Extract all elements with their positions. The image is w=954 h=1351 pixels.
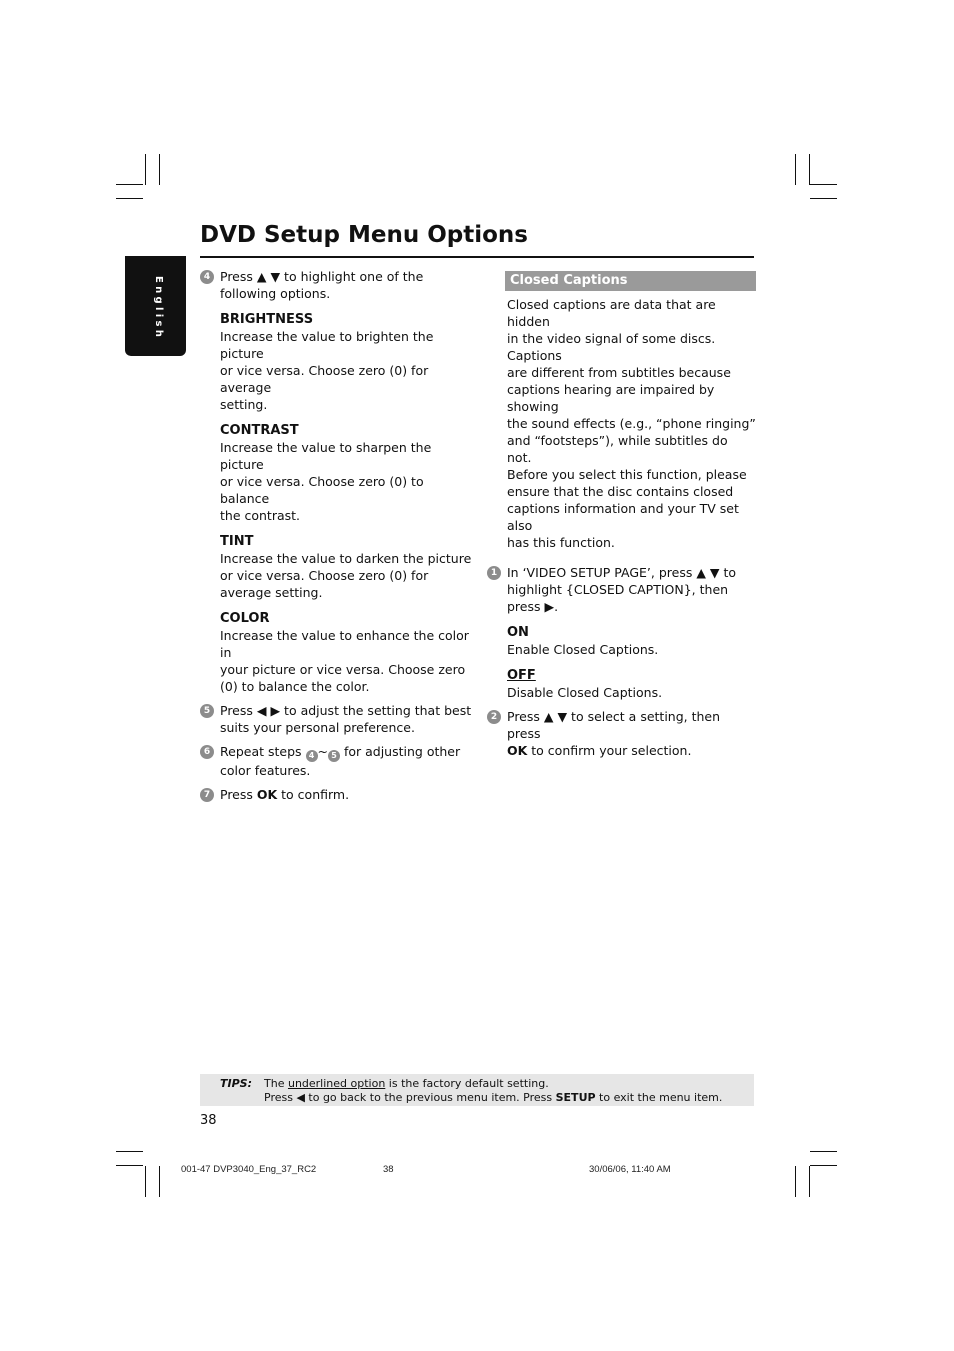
step-2 xyxy=(487,708,756,759)
option-text: Increase the value to sharpen the picture xyxy=(220,440,432,472)
tips-label: TIPS: xyxy=(220,1077,252,1090)
ok-key-label: OK xyxy=(507,743,528,758)
intro-line: the sound effects (e.g., “phone ringing” xyxy=(507,416,756,431)
option-label: CONTRAST xyxy=(220,423,299,438)
option-text: (0) to balance the color. xyxy=(220,679,370,694)
intro-line: Closed captions are data that are hidden xyxy=(507,297,716,329)
option-label: ON xyxy=(507,625,529,640)
intro-line: in the video signal of some discs. Captions xyxy=(507,331,716,363)
crop-mark xyxy=(810,1165,837,1166)
option-text: Disable Closed Captions. xyxy=(507,685,663,700)
step-text: Press ▲ ▼ to select a setting, then press xyxy=(507,709,721,741)
option-text: Enable Closed Captions. xyxy=(507,642,659,657)
step-6 xyxy=(200,743,476,779)
option-label: COLOR xyxy=(220,611,270,626)
step-text-part: for adjusting other xyxy=(339,744,461,759)
option-text: setting. xyxy=(220,397,268,412)
tips-underlined-text: underlined option xyxy=(287,1077,386,1090)
intro-line: has this function. xyxy=(507,535,615,550)
crop-mark xyxy=(809,1166,810,1197)
intro-line: captions information and your TV set also xyxy=(507,501,739,533)
option-text: or vice versa. Choose zero (0) to balance xyxy=(220,474,424,506)
page-number: 38 xyxy=(200,1113,217,1128)
option-label-default: OFF xyxy=(507,668,536,683)
crop-mark xyxy=(145,154,146,185)
step-text: In ‘VIDEO SETUP PAGE’, press ▲ ▼ to xyxy=(507,565,737,580)
step-number-badge: 6 xyxy=(200,745,214,759)
step-text-part: to confirm. xyxy=(277,787,350,802)
option-contrast xyxy=(200,422,476,524)
tips-text: is the factory default setting. xyxy=(385,1077,549,1090)
step-text-part: to confirm your selection. xyxy=(527,743,692,758)
tips-box xyxy=(200,1074,754,1106)
step-text-part: ~ xyxy=(317,744,328,759)
step-text: Press ▲ ▼ to highlight one of the xyxy=(220,269,424,284)
step-number-badge: 1 xyxy=(487,566,501,580)
option-tint xyxy=(200,533,476,601)
footer-page: 38 xyxy=(383,1164,394,1175)
crop-mark xyxy=(795,154,796,185)
option-text: Increase the value to enhance the color in xyxy=(220,628,469,660)
step-number-badge: 5 xyxy=(200,704,214,718)
language-tab-label: English xyxy=(153,276,164,341)
option-brightness xyxy=(200,311,476,413)
crop-mark xyxy=(795,1166,796,1197)
crop-mark xyxy=(116,184,143,185)
section-heading: Closed Captions xyxy=(505,271,756,291)
step-ref-badge: 5 xyxy=(328,750,340,762)
option-color xyxy=(200,610,476,695)
step-text: highlight {CLOSED CAPTION}, then xyxy=(507,582,729,597)
intro-line: are different from subtitles because xyxy=(507,365,731,380)
step-text: color features. xyxy=(220,763,311,778)
tips-text: Press ◀ to go back to the previous menu item. Press xyxy=(264,1091,556,1104)
step-text xyxy=(507,742,756,759)
option-text: the contrast. xyxy=(220,508,301,523)
option-text: or vice versa. Choose zero (0) for average xyxy=(220,363,429,395)
option-text: your picture or vice versa. Choose zero xyxy=(220,662,466,677)
step-text: Press ◀ ▶ to adjust the setting that best xyxy=(220,703,472,718)
step-text: suits your personal preference. xyxy=(220,720,415,735)
intro-paragraph xyxy=(487,296,756,551)
step-text xyxy=(220,786,476,803)
step-text-part: Press xyxy=(220,787,257,802)
crop-mark xyxy=(116,198,143,199)
left-column xyxy=(200,268,476,803)
intro-line: and “footsteps”), while subtitles do not. xyxy=(507,433,728,465)
step-5 xyxy=(200,702,476,736)
crop-mark xyxy=(810,198,837,199)
option-text: or vice versa. Choose zero (0) for xyxy=(220,568,429,583)
option-off xyxy=(487,667,756,701)
language-tab xyxy=(125,256,186,356)
step-text-part: Repeat steps xyxy=(220,744,306,759)
option-text: Increase the value to darken the picture xyxy=(220,551,472,566)
footer-file: 001-47 DVP3040_Eng_37_RC2 xyxy=(181,1164,317,1175)
step-text: press ▶. xyxy=(507,599,559,614)
intro-line: captions hearing are impaired by showing xyxy=(507,382,715,414)
setup-key-label: SETUP xyxy=(555,1091,596,1104)
option-text: Increase the value to brighten the picture xyxy=(220,329,434,361)
option-label: BRIGHTNESS xyxy=(220,312,314,327)
intro-line: Before you select this function, please xyxy=(507,467,747,482)
option-on xyxy=(487,624,756,658)
right-column xyxy=(487,271,756,759)
crop-mark xyxy=(810,184,837,185)
crop-mark xyxy=(809,154,810,185)
step-number-badge: 7 xyxy=(200,788,214,802)
intro-line: ensure that the disc contains closed xyxy=(507,484,734,499)
crop-mark xyxy=(116,1151,143,1152)
step-ref-badge: 4 xyxy=(306,750,318,762)
page-title: DVD Setup Menu Options xyxy=(200,222,528,248)
tips-line xyxy=(264,1077,549,1091)
step-text xyxy=(220,743,476,762)
tips-text: The xyxy=(264,1077,288,1090)
step-number-badge: 2 xyxy=(487,710,501,724)
step-7 xyxy=(200,786,476,803)
footer-date: 30/06/06, 11:40 AM xyxy=(589,1164,671,1175)
crop-mark xyxy=(810,1151,837,1152)
step-text: following options. xyxy=(220,286,331,301)
option-label: TINT xyxy=(220,534,254,549)
step-number-badge: 4 xyxy=(200,270,214,284)
tips-line xyxy=(264,1091,722,1105)
step-4 xyxy=(200,268,476,302)
step-1 xyxy=(487,564,756,615)
crop-mark xyxy=(145,1166,146,1197)
title-divider xyxy=(200,256,754,258)
crop-mark xyxy=(159,1166,160,1197)
tips-text: to exit the menu item. xyxy=(595,1091,723,1104)
crop-mark xyxy=(159,154,160,185)
crop-mark xyxy=(116,1165,143,1166)
ok-key-label: OK xyxy=(256,787,278,802)
option-text: average setting. xyxy=(220,585,323,600)
